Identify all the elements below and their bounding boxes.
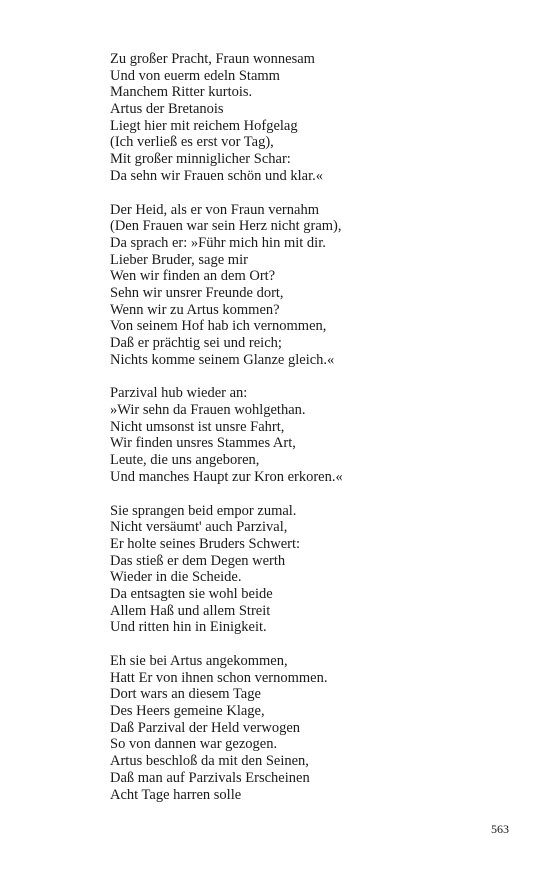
verse-line: Manchem Ritter kurtois.	[110, 84, 253, 101]
verse-line: Lieber Bruder, sage mir	[110, 251, 248, 268]
poem-text	[110, 51, 510, 820]
verse-line: Da entsagten sie wohl beide	[110, 585, 273, 602]
verse-line: Wenn wir zu Artus kommen?	[110, 301, 280, 318]
verse-line: Leute, die uns angeboren,	[110, 452, 260, 469]
verse-line: Sehn wir unsrer Freunde dort,	[110, 284, 284, 301]
verse-line: Nicht versäumt' auch Parzival,	[110, 519, 288, 536]
verse-line: Daß Parzival der Held verwogen	[110, 719, 301, 736]
verse-line: Von seinem Hof hab ich vernommen,	[110, 318, 327, 335]
verse-line: (Ich verließ es erst vor Tag),	[110, 134, 274, 151]
verse-line: Wieder in die Scheide.	[110, 569, 242, 586]
verse-line: Sie sprangen beid empor zumal.	[110, 502, 297, 519]
verse-line: Artus beschloß da mit den Seinen,	[110, 753, 309, 770]
verse-line: Zu großer Pracht, Fraun wonnesam	[110, 51, 315, 67]
verse-line: Da sprach er: »Führ mich hin mit dir.	[110, 234, 326, 251]
verse-line: Und von euerm edeln Stamm	[110, 67, 280, 84]
verse-line: »Wir sehn da Frauen wohlgethan.	[110, 402, 306, 419]
verse-line: Das stieß er dem Degen werth	[110, 552, 286, 569]
page-number: 563	[491, 822, 509, 836]
verse-line: Und ritten hin in Einigkeit.	[110, 619, 267, 636]
verse-line: Mit großer minniglicher Schar:	[110, 151, 291, 168]
verse-line: Daß er prächtig sei und reich;	[110, 335, 282, 351]
verse-line: Des Heers gemeine Klage,	[110, 703, 265, 720]
verse-line: (Den Frauen war sein Herz nicht gram),	[110, 218, 342, 235]
verse-line: Er holte seines Bruders Schwert:	[110, 535, 301, 552]
verse-line: Wir finden unsres Stammes Art,	[110, 435, 296, 452]
verse-line: Und manches Haupt zur Kron erkoren.«	[110, 468, 343, 485]
verse-line: Wen wir finden an dem Ort?	[110, 268, 276, 285]
verse-line: Artus der Bretanois	[110, 101, 224, 118]
stanza-1	[110, 51, 510, 185]
verse-line: Hatt Er von ihnen schon vernommen.	[110, 669, 328, 686]
stanza-3	[110, 385, 510, 485]
verse-line: Acht Tage harren solle	[110, 786, 242, 803]
stanza-2	[110, 202, 510, 369]
verse-line: Liegt hier mit reichem Hofgelag	[110, 117, 298, 134]
verse-line: Eh sie bei Artus angekommen,	[110, 653, 288, 669]
verse-line: Nichts komme seinem Glanze gleich.«	[110, 351, 335, 368]
verse-line: Der Heid, als er von Fraun vernahm	[110, 201, 319, 218]
verse-line: Nicht umsonst ist unsre Fahrt,	[110, 418, 285, 435]
verse-line: Parzival hub wieder an:	[110, 385, 248, 402]
stanza-5	[110, 653, 510, 803]
verse-line: So von dannen war gezogen.	[110, 736, 278, 753]
verse-line: Da sehn wir Frauen schön und klar.«	[110, 167, 324, 184]
verse-line: Daß man auf Parzivals Erscheinen	[110, 769, 310, 786]
verse-line: Dort wars an diesem Tage	[110, 686, 261, 703]
verse-line: Allem Haß und allem Streit	[110, 602, 271, 619]
stanza-4	[110, 503, 510, 637]
